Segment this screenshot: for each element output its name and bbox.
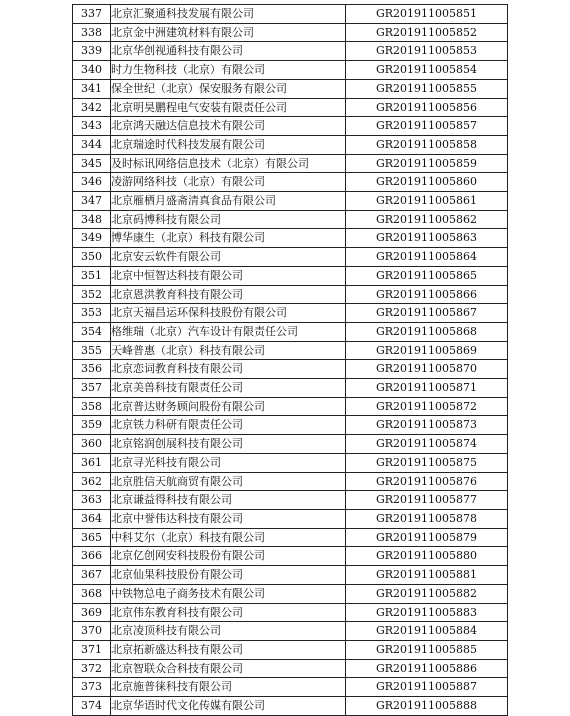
company-name-cell: 北京金中洲建筑材料有限公司 [111, 23, 346, 42]
certificate-number-cell: GR201911005883 [346, 603, 508, 622]
certificate-number-cell: GR201911005874 [346, 435, 508, 454]
certificate-number-cell: GR201911005870 [346, 360, 508, 379]
company-name-cell: 北京胜信天航商贸有限公司 [111, 472, 346, 491]
table-row [73, 61, 508, 80]
row-number-cell: 360 [73, 435, 111, 454]
row-number-cell: 352 [73, 285, 111, 304]
company-name-cell: 凌游网络科技（北京）有限公司 [111, 173, 346, 192]
table-row [73, 98, 508, 117]
company-name-cell: 北京天福昌运环保科技股份有限公司 [111, 304, 346, 323]
certificate-number-cell: GR201911005856 [346, 98, 508, 117]
table-row [73, 135, 508, 154]
row-number-cell: 361 [73, 453, 111, 472]
row-number-cell: 350 [73, 248, 111, 267]
row-number-cell: 345 [73, 154, 111, 173]
table-row [73, 322, 508, 341]
company-registry-table [72, 4, 508, 716]
table-row [73, 79, 508, 98]
row-number-cell: 368 [73, 584, 111, 603]
company-name-cell: 北京寻光科技有限公司 [111, 453, 346, 472]
company-name-cell: 北京凌顶科技有限公司 [111, 622, 346, 641]
table-row [73, 285, 508, 304]
table-row [73, 603, 508, 622]
company-name-cell: 北京伟东教育科技有限公司 [111, 603, 346, 622]
certificate-number-cell: GR201911005877 [346, 491, 508, 510]
row-number-cell: 372 [73, 659, 111, 678]
company-name-cell: 北京施普徕科技有限公司 [111, 678, 346, 697]
certificate-number-cell: GR201911005872 [346, 397, 508, 416]
table-row [73, 173, 508, 192]
row-number-cell: 339 [73, 42, 111, 61]
table-row [73, 248, 508, 267]
row-number-cell: 370 [73, 622, 111, 641]
certificate-number-cell: GR201911005868 [346, 322, 508, 341]
row-number-cell: 369 [73, 603, 111, 622]
row-number-cell: 349 [73, 229, 111, 248]
certificate-number-cell: GR201911005852 [346, 23, 508, 42]
table-row [73, 509, 508, 528]
company-name-cell: 北京恋词教育科技有限公司 [111, 360, 346, 379]
table-row [73, 117, 508, 136]
certificate-number-cell: GR201911005866 [346, 285, 508, 304]
table-row [73, 697, 508, 716]
certificate-number-cell: GR201911005882 [346, 584, 508, 603]
company-name-cell: 北京中誉伟达科技有限公司 [111, 509, 346, 528]
company-name-cell: 北京美兽科技有限责任公司 [111, 379, 346, 398]
row-number-cell: 338 [73, 23, 111, 42]
certificate-number-cell: GR201911005854 [346, 61, 508, 80]
table-row [73, 341, 508, 360]
company-name-cell: 北京瑞途时代科技发展有限公司 [111, 135, 346, 154]
certificate-number-cell: GR201911005886 [346, 659, 508, 678]
company-name-cell: 北京鸿天融达信息技术有限公司 [111, 117, 346, 136]
table-row [73, 472, 508, 491]
certificate-number-cell: GR201911005888 [346, 697, 508, 716]
company-name-cell: 博华康生（北京）科技有限公司 [111, 229, 346, 248]
table-row [73, 566, 508, 585]
row-number-cell: 348 [73, 210, 111, 229]
table-row [73, 453, 508, 472]
company-name-cell: 北京铁力科研有限责任公司 [111, 416, 346, 435]
company-name-cell: 北京仙果科技股份有限公司 [111, 566, 346, 585]
company-name-cell: 格维瑞（北京）汽车设计有限责任公司 [111, 322, 346, 341]
row-number-cell: 355 [73, 341, 111, 360]
certificate-number-cell: GR201911005864 [346, 248, 508, 267]
certificate-number-cell: GR201911005859 [346, 154, 508, 173]
certificate-number-cell: GR201911005885 [346, 640, 508, 659]
row-number-cell: 347 [73, 192, 111, 211]
table-row [73, 229, 508, 248]
table-row [73, 435, 508, 454]
row-number-cell: 351 [73, 266, 111, 285]
certificate-number-cell: GR201911005881 [346, 566, 508, 585]
table-row [73, 659, 508, 678]
row-number-cell: 364 [73, 509, 111, 528]
certificate-number-cell: GR201911005876 [346, 472, 508, 491]
row-number-cell: 353 [73, 304, 111, 323]
table-row [73, 154, 508, 173]
certificate-number-cell: GR201911005887 [346, 678, 508, 697]
row-number-cell: 340 [73, 61, 111, 80]
company-name-cell: 北京谦益得科技有限公司 [111, 491, 346, 510]
company-name-cell: 北京安云软件有限公司 [111, 248, 346, 267]
table-row [73, 491, 508, 510]
table-row [73, 397, 508, 416]
company-name-cell: 保全世纪（北京）保安服务有限公司 [111, 79, 346, 98]
certificate-number-cell: GR201911005863 [346, 229, 508, 248]
row-number-cell: 374 [73, 697, 111, 716]
company-name-cell: 及时标讯网络信息技术（北京）有限公司 [111, 154, 346, 173]
table-row [73, 379, 508, 398]
table-row [73, 584, 508, 603]
certificate-number-cell: GR201911005875 [346, 453, 508, 472]
row-number-cell: 365 [73, 528, 111, 547]
company-name-cell: 北京华语时代文化传媒有限公司 [111, 697, 346, 716]
row-number-cell: 337 [73, 5, 111, 24]
company-name-cell: 北京华创视通科技有限公司 [111, 42, 346, 61]
company-name-cell: 北京汇聚通科技发展有限公司 [111, 5, 346, 24]
certificate-number-cell: GR201911005884 [346, 622, 508, 641]
row-number-cell: 371 [73, 640, 111, 659]
table-row [73, 547, 508, 566]
company-name-cell: 中铁物总电子商务技术有限公司 [111, 584, 346, 603]
company-name-cell: 时力生物科技（北京）有限公司 [111, 61, 346, 80]
company-name-cell: 中科艾尔（北京）科技有限公司 [111, 528, 346, 547]
row-number-cell: 342 [73, 98, 111, 117]
row-number-cell: 366 [73, 547, 111, 566]
row-number-cell: 341 [73, 79, 111, 98]
certificate-number-cell: GR201911005855 [346, 79, 508, 98]
company-name-cell: 北京普达财务顾问股份有限公司 [111, 397, 346, 416]
registry-table-body [73, 5, 508, 716]
certificate-number-cell: GR201911005871 [346, 379, 508, 398]
row-number-cell: 373 [73, 678, 111, 697]
row-number-cell: 344 [73, 135, 111, 154]
certificate-number-cell: GR201911005858 [346, 135, 508, 154]
table-row [73, 528, 508, 547]
table-row [73, 42, 508, 61]
company-name-cell: 北京亿创网安科技股份有限公司 [111, 547, 346, 566]
table-row [73, 192, 508, 211]
company-name-cell: 北京恩洪教育科技有限公司 [111, 285, 346, 304]
row-number-cell: 362 [73, 472, 111, 491]
table-row [73, 304, 508, 323]
table-row [73, 210, 508, 229]
table-row [73, 678, 508, 697]
company-name-cell: 北京智联众合科技有限公司 [111, 659, 346, 678]
table-row [73, 416, 508, 435]
certificate-number-cell: GR201911005869 [346, 341, 508, 360]
certificate-number-cell: GR201911005879 [346, 528, 508, 547]
certificate-number-cell: GR201911005853 [346, 42, 508, 61]
row-number-cell: 356 [73, 360, 111, 379]
row-number-cell: 359 [73, 416, 111, 435]
certificate-number-cell: GR201911005862 [346, 210, 508, 229]
company-name-cell: 北京拓新盛达科技有限公司 [111, 640, 346, 659]
table-row [73, 360, 508, 379]
company-name-cell: 北京中恒智达科技有限公司 [111, 266, 346, 285]
company-name-cell: 北京雁栖月盛斋清真食品有限公司 [111, 192, 346, 211]
certificate-number-cell: GR201911005865 [346, 266, 508, 285]
certificate-number-cell: GR201911005873 [346, 416, 508, 435]
row-number-cell: 343 [73, 117, 111, 136]
table-row [73, 266, 508, 285]
row-number-cell: 357 [73, 379, 111, 398]
company-name-cell: 天峰普惠（北京）科技有限公司 [111, 341, 346, 360]
company-name-cell: 北京铭润创展科技有限公司 [111, 435, 346, 454]
certificate-number-cell: GR201911005867 [346, 304, 508, 323]
company-name-cell: 北京码博科技有限公司 [111, 210, 346, 229]
row-number-cell: 363 [73, 491, 111, 510]
table-row [73, 640, 508, 659]
company-name-cell: 北京明昊鹏程电气安装有限责任公司 [111, 98, 346, 117]
certificate-number-cell: GR201911005857 [346, 117, 508, 136]
row-number-cell: 367 [73, 566, 111, 585]
certificate-number-cell: GR201911005851 [346, 5, 508, 24]
table-row [73, 23, 508, 42]
row-number-cell: 354 [73, 322, 111, 341]
table-row [73, 622, 508, 641]
row-number-cell: 358 [73, 397, 111, 416]
table-row [73, 5, 508, 24]
row-number-cell: 346 [73, 173, 111, 192]
certificate-number-cell: GR201911005880 [346, 547, 508, 566]
certificate-number-cell: GR201911005860 [346, 173, 508, 192]
certificate-number-cell: GR201911005861 [346, 192, 508, 211]
certificate-number-cell: GR201911005878 [346, 509, 508, 528]
